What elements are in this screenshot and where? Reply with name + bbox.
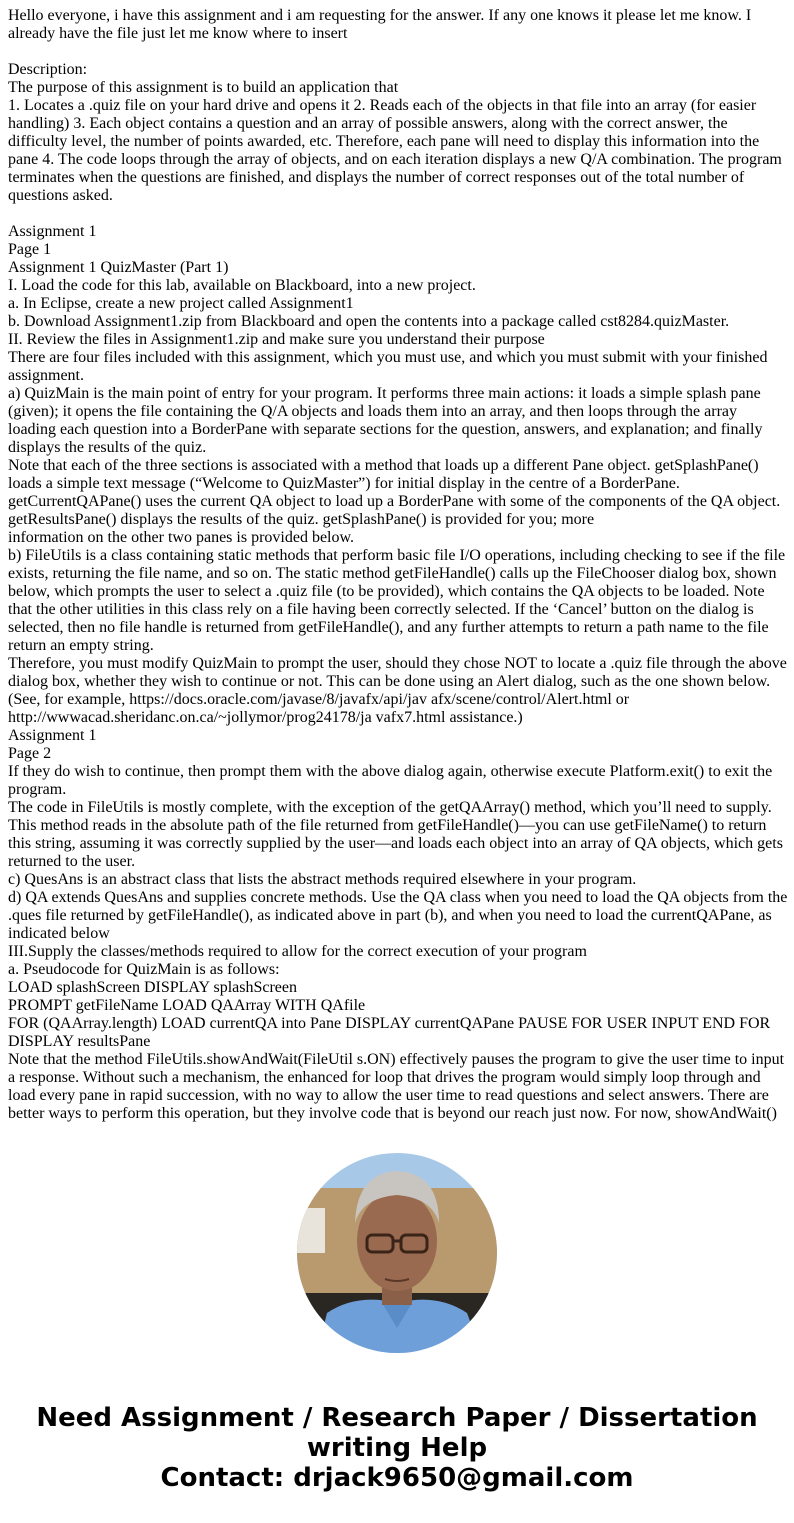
promo-footer xyxy=(0,1403,794,1493)
step-a: a. In Eclipse, create a new project called Assignment1 xyxy=(8,295,354,312)
section-iii: III.Supply the classes/methods required to allow for the correct execution of your program xyxy=(8,943,587,960)
question-body xyxy=(8,7,788,1123)
intro-text: Hello everyone, i have this assignment and i am requesting for the answer. If any one knows it please let me know. I already have the file just let me know where to insert xyxy=(8,7,752,42)
pseudocode-line-3: FOR (QAArray.length) LOAD currentQA into Pane DISPLAY currentQAPane PAUSE FOR USER INPUT END FOR DISPLAY resultsPane xyxy=(8,1015,771,1050)
description-steps: 1. Locates a .quiz file on your hard drive and opens it 2. Reads each of the objects in that file into an array (for easier handling) 3. Each object contains a question and an array of possible answers, along with the correct answer, the difficulty level, the number of points awarded, etc. Therefore, each pane will need to display this information into the pane 4. The code loops through the array of objects, and on each iteration displays a new Q/A combination. The program terminates when the questions are finished, and displays the number of correct responses out of the total number of questions asked. xyxy=(8,97,782,204)
step-b: b. Download Assignment1.zip from Blackboard and open the contents into a package called cst8284.quizMaster. xyxy=(8,313,730,330)
assignment-header-2: Assignment 1 xyxy=(8,727,97,744)
panes-note-cont: information on the other two panes is provided below. xyxy=(8,529,354,546)
page-label: Page 1 xyxy=(8,241,52,258)
section-i: I. Load the code for this lab, available on Blackboard, into a new project. xyxy=(8,277,476,294)
pseudocode-line-2: PROMPT getFileName LOAD QAArray WITH QAfile xyxy=(8,997,366,1014)
contact-email: Contact: drjack9650@gmail.com xyxy=(160,1463,634,1493)
panes-note: Note that each of the three sections is associated with a method that loads up a different Pane object. getSplashPane() loads a simple text message (“Welcome to QuizMaster”) for initial display in the centre of a BorderPane. getCurrentQAPane() uses the current QA object to load up a BorderPane with some of the components of the QA object. getResultsPane() displays the results of the quiz. getSplashPane() is provided for you; more xyxy=(8,457,781,528)
getqaarray-desc: The code in FileUtils is mostly complete, with the exception of the getQAArray() method, which you’ll need to supply. This method reads in the absolute path of the file returned from getFileHandle()—you can use getFileName() to return this string, assuming it was correctly supplied by the user—and loads each object into an array of QA objects, which gets returned to the user. xyxy=(8,799,783,870)
description-purpose: The purpose of this assignment is to build an application that xyxy=(8,79,399,96)
quesans-desc: c) QuesAns is an abstract class that lists the abstract methods required elsewhere in your program. xyxy=(8,871,637,888)
promo-line-2: writing Help xyxy=(306,1433,488,1463)
pseudocode-heading: a. Pseudocode for QuizMain is as follows: xyxy=(8,961,280,978)
showandwait-note: Note that the method FileUtils.showAndWait(FileUtil s.ON) effectively pauses the program to give the user time to input a response. Without such a mechanism, the enhanced for loop that drives the program would simply loop through and load every pane in rapid succession, with no way to allow the user time to read questions and select answers. There are better ways to perform this operation, but they involve code that is beyond our reach just now. For now, showAndWait() xyxy=(8,1051,785,1122)
spacer xyxy=(8,43,788,61)
fileutils-desc: b) FileUtils is a class containing static methods that perform basic file I/O operations, including checking to see if the file exists, returning the file name, and so on. The static method getFileHandle() calls up the FileChooser dialog box, shown below, which prompts the user to select a .quiz file (to be provided), which contains the QA objects to be loaded. Note that the other utilities in this class rely on a file having been correctly selected. If the ‘Cancel’ button on the dialog is selected, then no file handle is returned from getFileHandle(), and any further attempts to return a path name to the file return an empty string. xyxy=(8,547,786,654)
description-heading: Description: xyxy=(8,61,88,78)
pseudocode-line-1: LOAD splashScreen DISPLAY splashScreen xyxy=(8,979,297,996)
qa-desc: d) QA extends QuesAns and supplies concrete methods. Use the QA class when you need to load the QA objects from the .ques file returned by getFileHandle(), as indicated above in part (b), and when you need to load the currentQAPane, as indicated below xyxy=(8,889,788,942)
quizmain-desc: a) QuizMain is the main point of entry for your program. It performs three main actions: it loads a simple splash pane (given); it opens the file containing the Q/A objects and loads them into an array, and then loops through the array loading each question into a BorderPane with separate sections for the question, answers, and explanation; and finally displays the results of the quiz. xyxy=(8,385,763,456)
avatar xyxy=(297,1153,497,1353)
section-ii: II. Review the files in Assignment1.zip and make sure you understand their purpose xyxy=(8,331,545,348)
promo-line-1: Need Assignment / Research Paper / Dissertation xyxy=(36,1403,758,1433)
assignment-header: Assignment 1 xyxy=(8,223,97,240)
files-intro: There are four files included with this assignment, which you must use, and which you must submit with your finished assignment. xyxy=(8,349,768,384)
page-label-2: Page 2 xyxy=(8,745,52,762)
spacer xyxy=(8,205,788,223)
continue-desc: If they do wish to continue, then prompt them with the above dialog again, otherwise execute Platform.exit() to exit the program. xyxy=(8,763,773,798)
alert-desc: Therefore, you must modify QuizMain to prompt the user, should they chose NOT to locate a .quiz file through the above dialog box, whether they wish to continue or not. This can be done using an Alert dialog, such as the one shown below. (See, for example, https://docs.oracle.com/javase/8/javafx/api/jav afx/scene/control/Alert.html or http://wwwacad.sheridanc.on.ca/~jollymor/prog24178/ja vafx7.html assistance.) xyxy=(8,655,787,726)
assignment-title: Assignment 1 QuizMaster (Part 1) xyxy=(8,259,229,276)
person-portrait-icon xyxy=(297,1153,497,1353)
